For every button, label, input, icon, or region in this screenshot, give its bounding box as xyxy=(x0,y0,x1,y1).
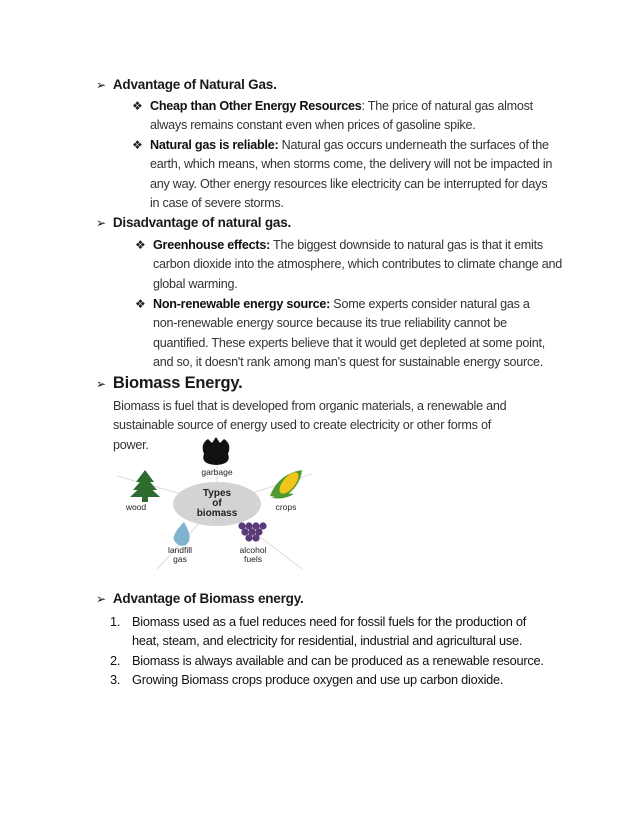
bullet-cheap-resources: ❖ Cheap than Other Energy Resources: The price of natural gas almost always remains constant even when prices of gasoline spike. xyxy=(132,99,533,133)
list-item: 2. Biomass is always available and can be produced as a renewable resource. xyxy=(110,652,544,668)
heading-biomass-advantage: ➢ Advantage of Biomass energy. xyxy=(96,591,304,606)
bullet-natural-gas-reliable: ❖ Natural gas is reliable: Natural gas occurs underneath the surfaces of the earth, which means, when storms come, the delivery will not be impacted in any way. Other energy resources like electricity can be interrupted for days in case of severe storms. xyxy=(132,138,553,210)
biomass-description: Biomass is fuel that is developed from organic materials, a renewable and sustainable source of energy used to create electricity or other forms of power. xyxy=(113,399,507,452)
diamond-bullet-icon: ❖ xyxy=(132,99,143,113)
label-alcohol-line-2: fuels xyxy=(244,554,262,564)
garbage-bag-icon xyxy=(203,437,230,465)
arrow-bullet-icon: ➢ xyxy=(96,591,106,606)
label-landfill-line-2: gas xyxy=(173,554,187,564)
center-label-line-1: Types xyxy=(202,488,232,499)
diamond-bullet-icon: ❖ xyxy=(135,297,146,311)
label-landfill-line-1: landfill xyxy=(167,545,193,555)
biomass-advantage-list xyxy=(110,612,550,689)
gas-drop-icon xyxy=(174,522,190,546)
heading-natural-gas-disadvantage: ➢ Disadvantage of natural gas. xyxy=(96,215,292,230)
label-crops: crops xyxy=(275,502,297,512)
bullet-non-renewable: ❖ Non-renewable energy source: Some experts consider natural gas a non-renewable energy source because its true reliability cannot be quantified. These experts believe that it would get depleted at some point, and so, it doesn't rank among man's quest for sustainable energy source. xyxy=(135,297,545,369)
center-label-line-3: biomass xyxy=(196,508,238,519)
corn-icon xyxy=(270,469,302,498)
arrow-bullet-icon: ➢ xyxy=(96,77,106,92)
bullet-greenhouse-effects: ❖ Greenhouse effects: The biggest downside to natural gas is that it emits carbon dioxide into the atmosphere, which contributes to climate change and global warming. xyxy=(135,238,562,291)
tree-icon xyxy=(130,470,160,502)
label-garbage: garbage xyxy=(201,467,233,477)
heading-natural-gas-advantage: ➢ Advantage of Natural Gas. xyxy=(96,77,277,92)
label-wood: wood xyxy=(125,502,147,512)
arrow-bullet-icon: ➢ xyxy=(96,376,106,391)
center-label-line-2: of xyxy=(212,498,222,509)
list-item: 1. Biomass used as a fuel reduces need for fossil fuels for the production of heat, steam, and electricity for residential, industrial and agricultural use. xyxy=(110,614,527,649)
label-alcohol-line-1: alcohol xyxy=(239,545,267,555)
heading-biomass-energy: ➢ Biomass Energy. xyxy=(96,374,243,392)
types-of-biomass-diagram xyxy=(112,434,322,574)
arrow-bullet-icon: ➢ xyxy=(96,215,106,230)
diamond-bullet-icon: ❖ xyxy=(132,138,143,152)
list-item: 3. Growing Biomass crops produce oxygen and use up carbon dioxide. xyxy=(110,671,504,687)
diamond-bullet-icon: ❖ xyxy=(135,238,146,252)
